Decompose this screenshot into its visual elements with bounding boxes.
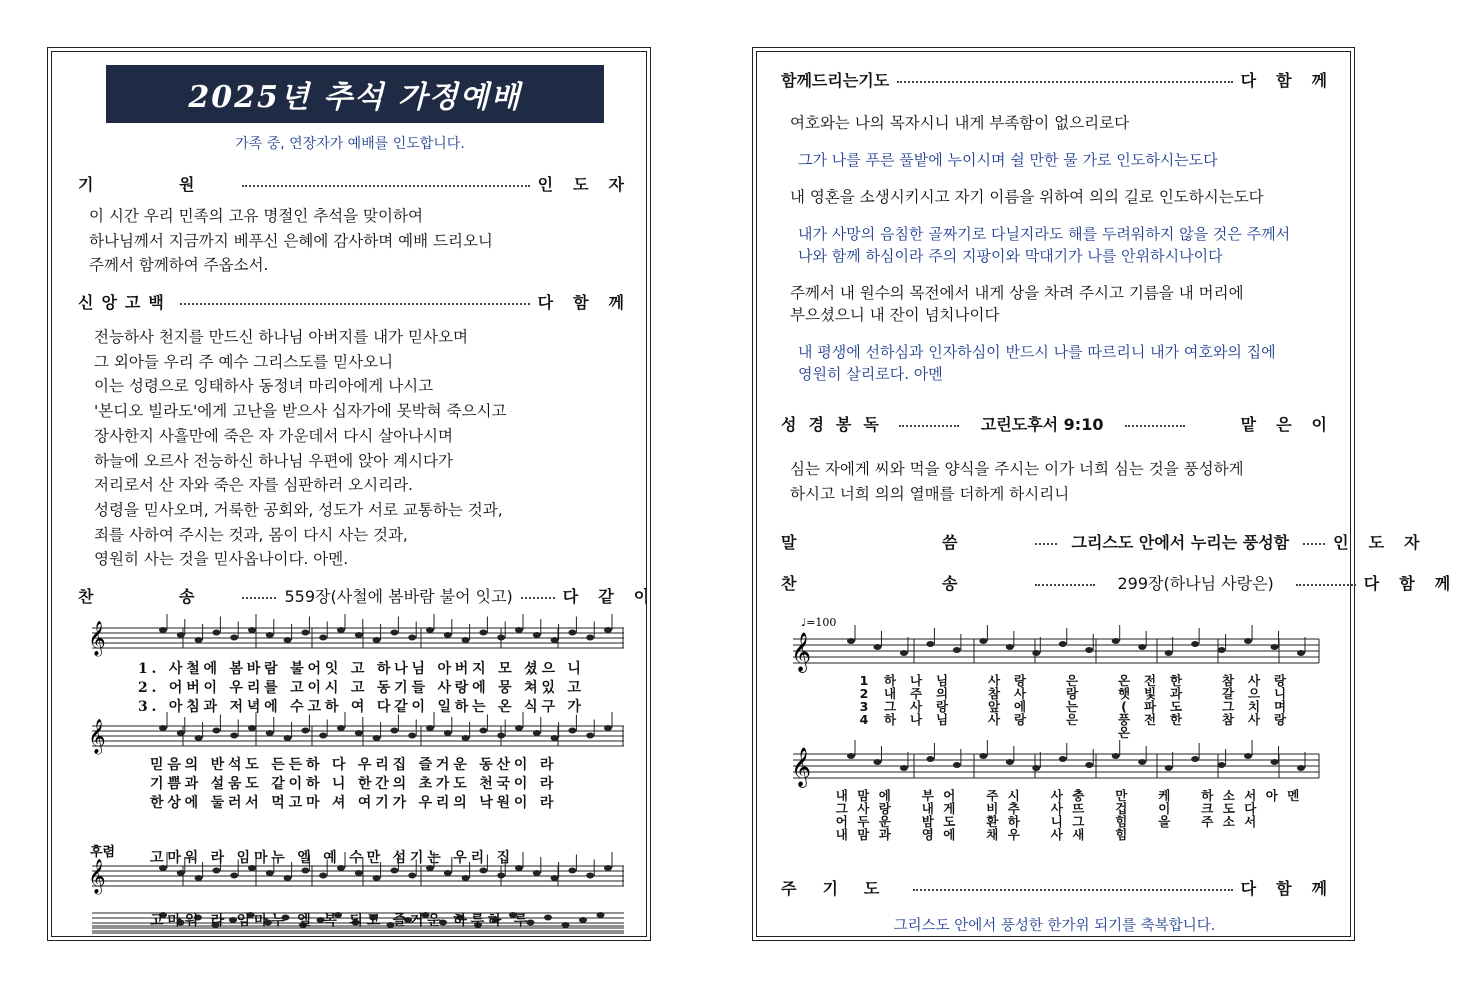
note-head [387, 922, 395, 928]
text-line: 죄를 사하여 주시는 것과, 몸이 다시 사는 것과, [94, 525, 408, 544]
invocation-text [89, 204, 493, 278]
note-head [604, 725, 612, 731]
lyric-column [955, 674, 981, 739]
note-head [422, 912, 430, 918]
lyric-column: 케 이 을 [1158, 788, 1171, 829]
note-head [426, 865, 434, 871]
note-marks [847, 625, 1319, 778]
hymn-header [781, 571, 1470, 594]
reading-ref: 고린도후서 9:10 [980, 415, 1104, 434]
note-head [390, 630, 398, 636]
sermon-header [781, 530, 1440, 553]
note-head [266, 730, 274, 736]
note-head [1112, 753, 1120, 759]
lyric-column: 어 게 도 에 [943, 788, 956, 842]
refrain-label: 후렴 [90, 845, 116, 860]
subtitle: 가족 중, 연장자가 예배를 인도합니다. [235, 136, 465, 152]
note-head [408, 873, 416, 879]
note-head [551, 637, 559, 643]
note-head [586, 733, 594, 739]
note-head [1085, 647, 1093, 653]
psalm-line: 영원히 살리로다. 아멘 [798, 365, 943, 383]
treble-clef-icon: 𝄞 [88, 859, 106, 894]
note-head [301, 630, 309, 636]
lyric-column [1089, 789, 1111, 841]
invocation-label: 기 원 [78, 175, 235, 194]
lyric-line: 한상에 둘러서 먹고마 셔 여기가 우리의 낙원이 라 [150, 795, 558, 811]
note-head [551, 875, 559, 881]
text-line: 심는 자에게 씨와 먹을 양식을 주시는 이가 너희 심는 것을 풍성하게 [790, 460, 1244, 478]
note-head [533, 632, 541, 638]
note-head [579, 917, 587, 923]
lyric-column: 전 빛 파 전 [1143, 673, 1157, 727]
note-head [264, 920, 272, 926]
note-head [604, 627, 612, 633]
dot-leader [1303, 543, 1325, 545]
lyric-column: 시 추 하 우 [1007, 788, 1020, 842]
lyric-line: 3. 아침과 저녁에 수고하 여 다같이 일하는 온 식구 가 [138, 699, 585, 715]
text-line: 하늘에 오르사 전능하신 하나님 우편에 앉아 계시다가 [94, 451, 453, 470]
note-head [926, 641, 934, 647]
dot-leader [521, 597, 555, 599]
lyric-column: 충 뜨 그 새 [1072, 788, 1085, 842]
note-head [373, 637, 381, 643]
note-head [515, 725, 523, 731]
right-page [752, 47, 1470, 941]
lyric-column [1025, 789, 1047, 841]
note-marks [92, 614, 624, 933]
note-head [284, 735, 292, 741]
note-head [195, 735, 203, 741]
note-head [873, 759, 881, 765]
text-line: 장사한지 사흘만에 죽은 자 가운데서 다시 살아나시며 [94, 426, 453, 445]
invocation-leader: 인도자 [537, 175, 644, 194]
note-head [1244, 638, 1252, 644]
note-head [373, 875, 381, 881]
hymn-header [78, 584, 670, 607]
dot-leader [899, 425, 959, 427]
dot-leader [1125, 425, 1185, 427]
note-head [248, 865, 256, 871]
page-title: 2025년 추석 가정예배 [106, 65, 604, 123]
note-head [1138, 759, 1146, 765]
creed-label: 신앙고백 [78, 293, 172, 312]
text-line: 이 시간 우리 민족의 고유 명절인 추석을 맞이하여 [89, 207, 423, 225]
text-line: 영원히 사는 것을 믿사옵나이다. 아멘. [94, 550, 349, 569]
note-head [248, 725, 256, 731]
note-head [212, 630, 220, 636]
dot-leader [1035, 543, 1057, 545]
note-head [1191, 641, 1199, 647]
hymn-leader: 다같이 [562, 587, 670, 606]
note-head [568, 868, 576, 874]
note-head [604, 865, 612, 871]
note-head [266, 632, 274, 638]
reading-text [790, 457, 1244, 506]
note-head [444, 730, 452, 736]
psalm-line: 내 평생에 선하심과 인자하심이 반드시 나를 따르리니 내가 여호와의 집에 [798, 343, 1276, 361]
lyric-column: 에 랑 운 과 [878, 788, 891, 842]
note-head [479, 728, 487, 734]
note-head [355, 632, 363, 638]
note-head [1297, 765, 1305, 771]
note-head [1006, 644, 1014, 650]
note-head [979, 753, 987, 759]
left-page [47, 47, 670, 941]
text-line: '본디오 빌라도'에게 고난을 받으사 십자가에 못박혀 죽으시고 [94, 402, 507, 421]
note-head [1032, 650, 1040, 656]
note-head [355, 870, 363, 876]
lyric-column: 주 비 환 채 [986, 788, 999, 842]
lyric-column: 1 2 3 4 [859, 673, 869, 727]
note-head [544, 915, 552, 921]
note-head [474, 922, 482, 928]
note-head [159, 912, 167, 918]
note-head [515, 627, 523, 633]
note-head [444, 632, 452, 638]
closing-blessing: 그리스도 안에서 풍성한 한가위 되기를 축복합니다. [893, 918, 1216, 934]
lyric-line: 믿음의 반석도 든든하 다 우리집 즐거운 동산이 라 [150, 757, 558, 773]
lyric-column [1175, 789, 1197, 841]
note-head [515, 865, 523, 871]
staff-3 [92, 866, 624, 886]
lyric-line: 2. 어버이 우리를 고이시 고 동기들 사랑에 뭉 쳐있 고 [138, 680, 585, 696]
note-head [1138, 644, 1146, 650]
note-head [404, 917, 412, 923]
note-head [1218, 647, 1226, 653]
note-head [509, 912, 517, 918]
note-head [337, 725, 345, 731]
note-head [373, 735, 381, 741]
note-head [533, 870, 541, 876]
note-head [1271, 644, 1279, 650]
note-head [177, 870, 185, 876]
verses-line-1 [138, 660, 585, 717]
note-head [1112, 638, 1120, 644]
text-line: 하나님께서 지금까지 베푸신 은혜에 감사하며 예배 드리오니 [89, 231, 493, 250]
creed-text [94, 325, 506, 572]
note-head [248, 627, 256, 633]
lyric-column: 아 [1265, 788, 1278, 803]
note-head [337, 865, 345, 871]
lyric-column: 랑 니 며 랑 [1273, 673, 1287, 727]
lords-prayer-leader: 다함께 [1240, 879, 1347, 898]
staff-1 [92, 628, 624, 648]
note-head [1059, 756, 1067, 762]
note-head [586, 635, 594, 641]
text-line: 저리로서 산 자와 죽은 자를 심판하러 오시리라. [94, 476, 413, 495]
lyric-column: 온 햇 ( 풍 온 [1117, 673, 1131, 740]
staff-2 [793, 754, 1319, 778]
note-head [1271, 759, 1279, 765]
lyric-column: 하 내 그 하 [883, 673, 897, 727]
hymn-leader: 다함께 [1363, 574, 1470, 593]
note-head [1085, 762, 1093, 768]
note-head [900, 650, 908, 656]
note-head [159, 627, 167, 633]
note-head [426, 725, 434, 731]
text-line: 주께서 함께하여 주옵소서. [89, 256, 269, 275]
note-head [195, 637, 203, 643]
note-head [444, 870, 452, 876]
lyric-column [1085, 674, 1111, 739]
creed-leader: 다함께 [537, 293, 644, 312]
lyric-column: 부 내 밤 영 [921, 788, 934, 842]
text-line: 성령을 믿사오며, 거룩한 공회와, 성도가 서로 교통하는 것과, [94, 500, 503, 519]
note-head [1191, 756, 1199, 762]
treble-clef-icon: 𝄞 [791, 632, 812, 672]
note-head [195, 875, 203, 881]
sermon-title: 그리스도 안에서 누리는 풍성함 [1071, 533, 1290, 552]
note-head [497, 873, 505, 879]
creed-header [78, 290, 644, 313]
hymn-299-score [791, 614, 1331, 864]
note-head [177, 920, 185, 926]
note-head [1032, 765, 1040, 771]
note-head [847, 638, 855, 644]
dot-leader [1035, 584, 1095, 586]
note-head [568, 630, 576, 636]
treble-clef-icon: 𝄞 [791, 747, 812, 787]
dot-leader [913, 889, 1232, 891]
lords-prayer-label: 주기도 [781, 879, 906, 898]
dot-leader [242, 185, 529, 187]
tempo-mark: ♩=100 [801, 616, 837, 629]
note-head [230, 873, 238, 879]
verses-line-2 [150, 756, 557, 813]
prayer-header [781, 68, 1347, 91]
note-head [1244, 753, 1252, 759]
refrain-line-2: 고마워 라 임마누 엘 복 되고 즐거운 하루하 루 [150, 913, 532, 929]
note-head [301, 868, 309, 874]
note-head [462, 875, 470, 881]
lyric-column: 사 참 앞 사 [987, 673, 1001, 727]
note-head [479, 868, 487, 874]
note-head [492, 917, 500, 923]
note-head [301, 728, 309, 734]
note-head [177, 730, 185, 736]
note-head [551, 735, 559, 741]
text-line: 그 외아들 우리 주 예수 그리스도를 믿사오니 [94, 352, 394, 371]
text-line: 전능하사 천지를 만드신 하나님 아버지를 내가 믿사오며 [94, 328, 468, 346]
note-head [334, 912, 342, 918]
note-head [194, 915, 202, 921]
psalm-line: 내가 사망의 음침한 골짜기로 다닐지라도 해를 두려워하지 않을 것은 주께서 [798, 225, 1291, 243]
lyric-column: 한 과 도 한 [1169, 673, 1183, 727]
note-head [317, 917, 325, 923]
note-head [212, 728, 220, 734]
lyric-column: 님 의 랑 님 [935, 673, 949, 727]
note-head [1165, 765, 1173, 771]
note-head [284, 875, 292, 881]
lyric-column [1132, 789, 1154, 841]
note-head [319, 873, 327, 879]
sermon-leader: 인도자 [1333, 533, 1440, 552]
hymn-title: 299장(하나님 사랑은) [1117, 574, 1274, 593]
note-head [159, 725, 167, 731]
note-head [159, 865, 167, 871]
lyric-column: 은 랑 는 은 [1065, 673, 1079, 727]
treble-clef-icon: 𝄞 [88, 621, 106, 656]
note-head [568, 728, 576, 734]
lyric-line: 기쁨과 설움도 같이하 니 한간의 초가도 천국이 라 [150, 776, 558, 792]
verse-columns-1 [851, 674, 1311, 739]
refrain-line-1: 고마워 라 임마누 엘 예 수만 섬기는 우리 집 [150, 850, 514, 866]
note-head [953, 647, 961, 653]
lyric-column [1033, 674, 1059, 739]
psalm-line: 내 영혼을 소생시키시고 자기 이름을 위하여 의의 길로 인도하시는도다 [790, 188, 1264, 206]
invocation-header [78, 172, 644, 195]
lyric-column: 소 도 소 [1222, 788, 1235, 829]
note-head [979, 638, 987, 644]
note-head [462, 637, 470, 643]
lords-prayer-header [781, 876, 1347, 899]
lyric-column: 멘 [1287, 788, 1300, 803]
note-head [299, 922, 307, 928]
sermon-label: 말 씀 [781, 533, 1028, 552]
hymn-label: 찬 송 [78, 587, 235, 606]
note-head [586, 873, 594, 879]
note-head [1297, 650, 1305, 656]
note-head [390, 868, 398, 874]
note-head [497, 635, 505, 641]
note-head [497, 733, 505, 739]
reading-label: 성경봉독 [781, 415, 891, 434]
dot-leader [897, 81, 1232, 83]
note-head [355, 730, 363, 736]
treble-clef-icon: 𝄞 [88, 719, 106, 754]
lyric-line: 1. 사철에 봄바람 불어잇 고 하나님 아버지 모 셨으 니 [138, 661, 585, 677]
note-head [847, 753, 855, 759]
note-head [597, 912, 605, 918]
note-head [284, 637, 292, 643]
psalm-line: 주께서 내 원수의 목전에서 내게 상을 차려 주시고 기름을 내 머리에 [790, 284, 1244, 302]
note-head [953, 762, 961, 768]
note-head [177, 632, 185, 638]
hymn-title: 559장(사철에 봄바람 불어 잇고) [284, 587, 513, 606]
reading-header [781, 412, 1347, 435]
lyric-column [1189, 674, 1215, 739]
reading-leader: 맡은이 [1240, 415, 1347, 434]
note-head [319, 635, 327, 641]
hymn-label: 찬 송 [781, 574, 1028, 593]
psalm-line: 여호와는 나의 목자시니 내게 부족함이 없으리로다 [790, 114, 1130, 132]
note-head [319, 733, 327, 739]
note-head [1059, 641, 1067, 647]
psalm-line: 부으셨으니 내 잔이 넘치나이다 [790, 306, 1000, 324]
verse-columns-2 [831, 789, 1311, 841]
prayer-label: 함께드리는기도 [781, 71, 890, 90]
note-head [212, 868, 220, 874]
note-head [533, 730, 541, 736]
note-head [408, 733, 416, 739]
note-head [439, 920, 447, 926]
lyric-column: 사 사 니 사 [1050, 788, 1063, 842]
note-head [562, 922, 570, 928]
staff-2 [92, 726, 624, 746]
note-head [369, 915, 377, 921]
staff-1 [793, 639, 1319, 663]
note-head [352, 920, 360, 926]
lyric-column [960, 789, 982, 841]
note-head [229, 917, 237, 923]
note-head [457, 915, 465, 921]
lyric-column [896, 789, 918, 841]
psalm-line: 그가 나를 푸른 풀밭에 누이시며 쉴 만한 물 가로 인도하시는도다 [798, 151, 1218, 169]
note-head [900, 765, 908, 771]
lyric-column: 하 크 주 [1201, 788, 1214, 829]
note-head [230, 733, 238, 739]
note-head [1006, 759, 1014, 765]
dot-leader [180, 303, 530, 305]
lyric-column: 만 겁 힘 힘 [1115, 788, 1128, 842]
lyric-column: 맘 사 두 맘 [857, 788, 870, 842]
note-head [426, 627, 434, 633]
lyric-column: 랑 사 에 랑 [1013, 673, 1027, 727]
lyric-column: 서 다 서 [1244, 788, 1257, 829]
prayer-leader: 다함께 [1240, 71, 1347, 90]
dot-leader [242, 597, 276, 599]
staff-4 [92, 926, 624, 931]
dot-leader [1296, 584, 1356, 586]
note-head [247, 912, 255, 918]
note-head [408, 635, 416, 641]
psalm-line: 나와 함께 하심이라 주의 지팡이와 막대기가 나를 안위하시나이다 [798, 247, 1223, 265]
lyric-column: 사 으 치 사 [1247, 673, 1261, 727]
lyric-column: 내 그 어 내 [835, 788, 848, 842]
note-head [926, 756, 934, 762]
note-head [282, 915, 290, 921]
note-head [873, 644, 881, 650]
note-head [527, 920, 535, 926]
lyric-column: 나 주 사 나 [909, 673, 923, 727]
hymn-559-score [88, 620, 628, 932]
note-head [212, 922, 220, 928]
note-head [479, 630, 487, 636]
note-head [1218, 762, 1226, 768]
note-head [390, 728, 398, 734]
text-line: 이는 성령으로 잉태하사 동정녀 마리아에게 나시고 [94, 377, 434, 396]
lyric-column: 참 갈 그 참 [1221, 673, 1235, 727]
note-head [462, 735, 470, 741]
note-head [1165, 650, 1173, 656]
note-head [266, 870, 274, 876]
note-head [337, 627, 345, 633]
psalm-23 [790, 112, 1290, 385]
text-line: 하시고 너희 의의 열매를 더하게 하시리니 [790, 484, 1070, 503]
note-head [230, 635, 238, 641]
